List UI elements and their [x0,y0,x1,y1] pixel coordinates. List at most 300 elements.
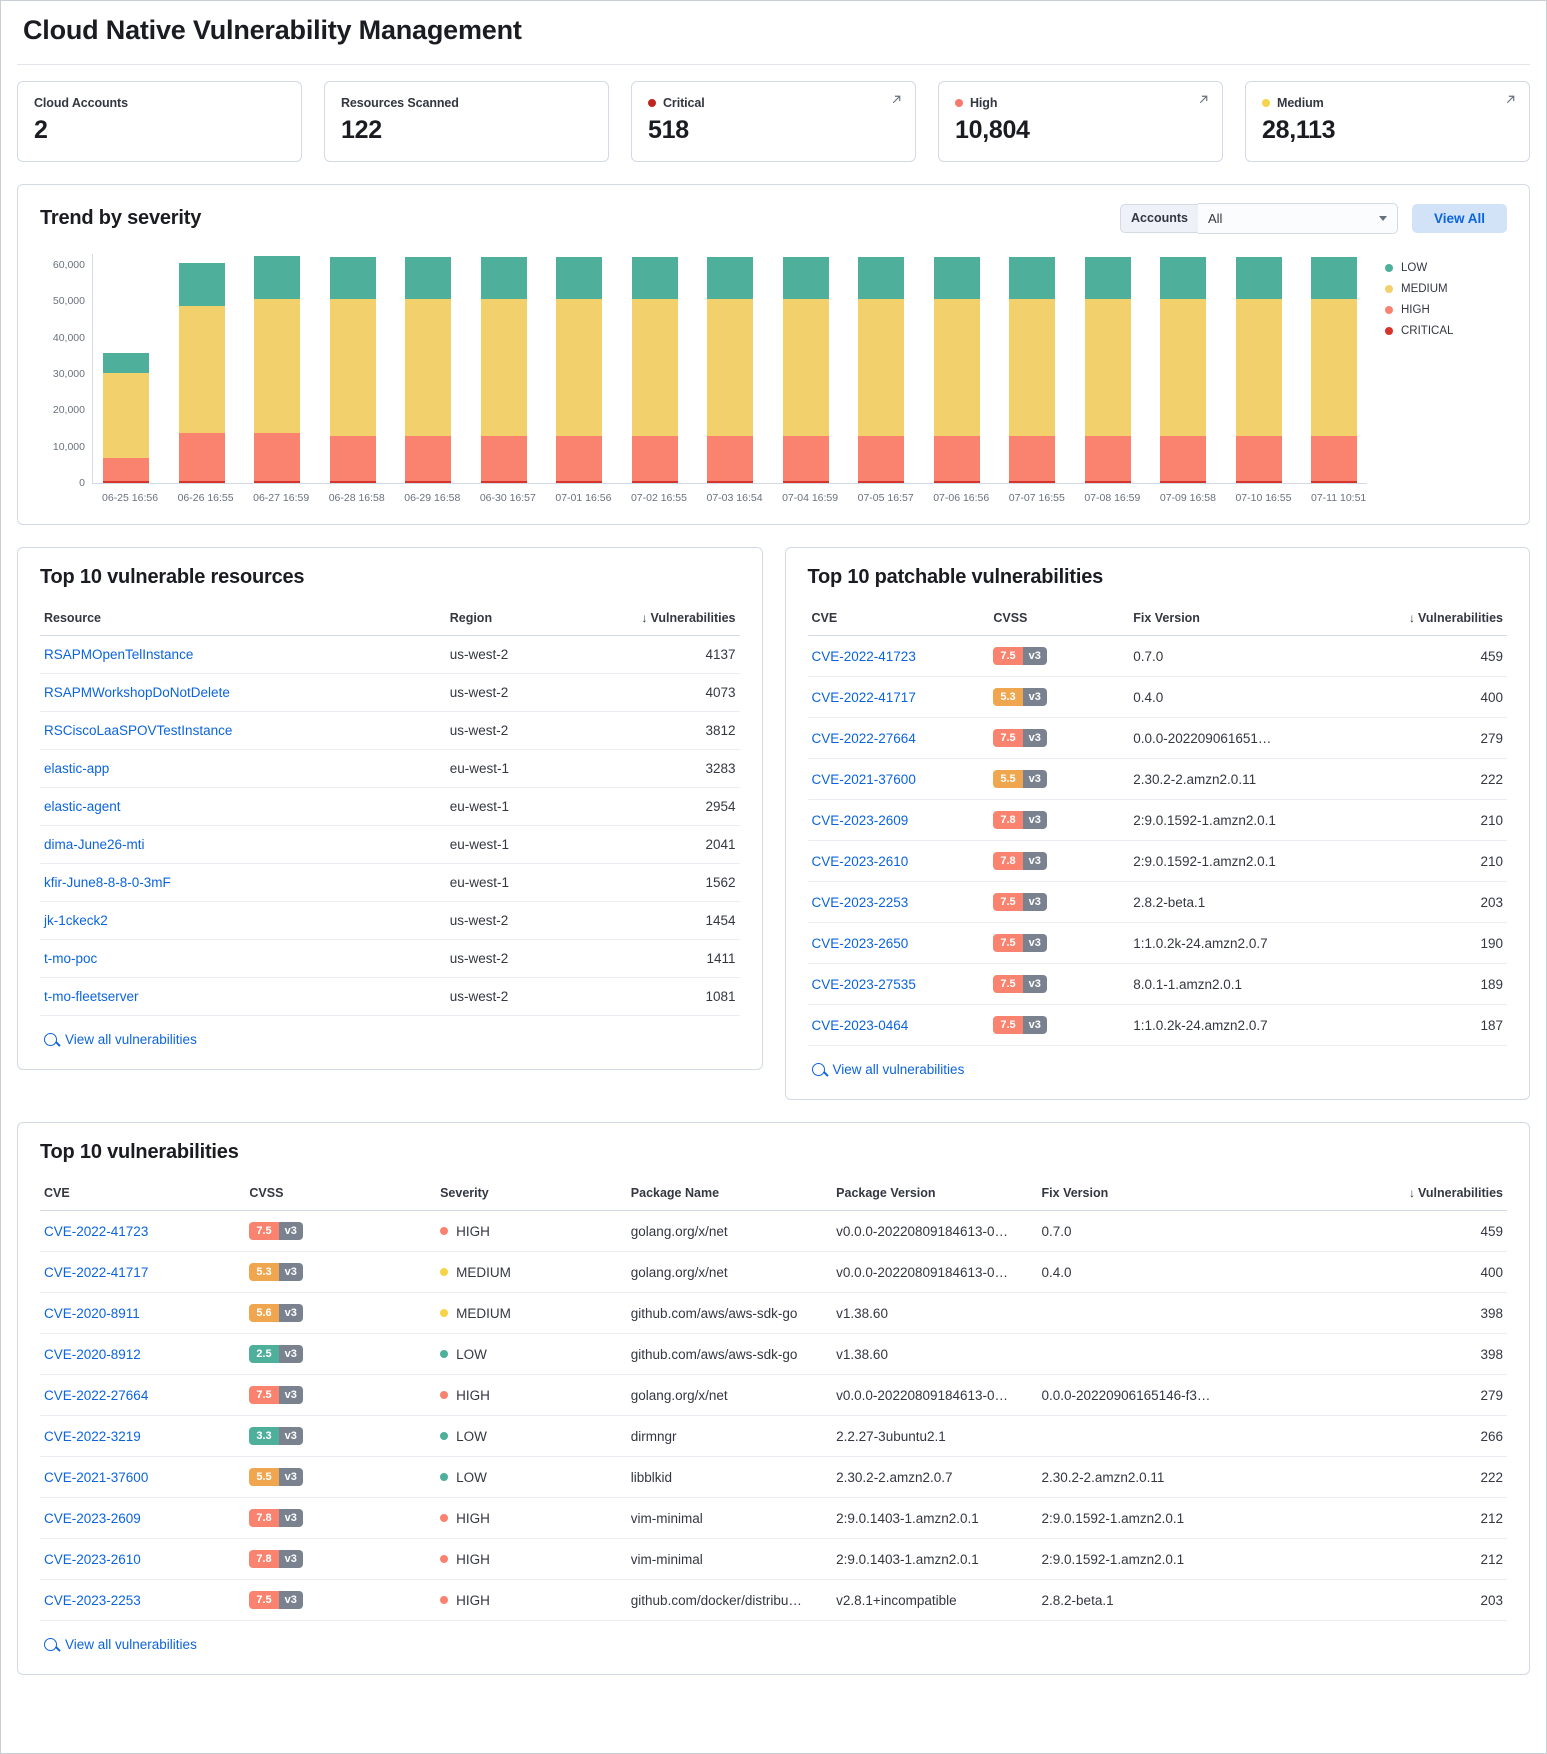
accounts-select[interactable] [1198,203,1398,234]
vulnerabilities-count: 4137 [600,636,740,674]
cvss-score-badge: 7.5 [249,1591,278,1609]
cvss-cell [989,841,1129,882]
severity-cell [436,1375,627,1416]
chart-bar[interactable] [1160,254,1206,483]
table-row [40,712,740,750]
chart-x-axis-label: 06-30 16:57 [479,492,536,504]
table-row [40,788,740,826]
stat-card-label-text: Cloud Accounts [34,96,128,110]
fix-version-value: 2.8.2-beta.1 [1038,1580,1302,1621]
cvss-score-badge: 7.5 [993,1016,1022,1034]
table-row [40,750,740,788]
chart-bar-segment-high [330,436,376,481]
legend-item[interactable] [1385,304,1507,316]
table-row [40,1539,1507,1580]
cvss-cell [245,1580,436,1621]
cvss-badge [993,647,1047,665]
trend-panel-title: Trend by severity [40,207,202,229]
legend-color-icon [1385,285,1393,293]
chart-bar-segment-critical [1236,481,1282,483]
package-version-value: 2:9.0.1403-1.amzn2.0.1 [832,1539,1037,1580]
top-resources-table-wrap [40,601,740,1016]
chart-bar-segment-critical [858,481,904,483]
resource-link[interactable]: jk-1ckeck2 [40,902,446,940]
sort-descending-icon: ↓ [641,611,648,625]
top-resources-view-all-label: View all vulnerabilities [65,1032,197,1047]
package-version-value: 2.30.2-2.amzn2.0.7 [832,1457,1037,1498]
cve-link[interactable]: CVE-2022-41717 [40,1252,245,1293]
cvss-cell [245,1416,436,1457]
resource-link[interactable]: RSCiscoLaaSPOVTestInstance [40,712,446,750]
cvss-badge [249,1345,303,1363]
chart-x-axis-label: 07-02 16:55 [630,492,687,504]
cvss-cell [989,923,1129,964]
resource-link[interactable]: kfir-June8-8-8-0-3mF [40,864,446,902]
vulnerabilities-count: 459 [1360,636,1507,677]
severity-cell [436,1252,627,1293]
severity-dot-icon [440,1391,448,1399]
stat-card-value: 518 [648,116,689,144]
table-row [808,1005,1508,1046]
severity-dot-icon [440,1514,448,1522]
region-value: eu-west-1 [446,864,600,902]
vulnerabilities-count: 4073 [600,674,740,712]
chart-bar-segment-low [481,257,527,300]
legend-item-label: HIGH [1401,304,1430,316]
region-value: eu-west-1 [446,826,600,864]
cve-link[interactable]: CVE-2021-37600 [808,759,990,800]
column-header-resource[interactable]: Resource [40,601,446,636]
cve-link[interactable]: CVE-2021-37600 [40,1457,245,1498]
stat-card-label [341,96,592,110]
page-title: Cloud Native Vulnerability Management [23,15,522,45]
region-value: us-west-2 [446,636,600,674]
cve-link[interactable]: CVE-2022-27664 [40,1375,245,1416]
chart-bar-segment-low [1085,257,1131,300]
chart-bar-segment-high [405,436,451,481]
chart-bar[interactable] [707,254,753,483]
vulnerabilities-count: 190 [1360,923,1507,964]
chart-bar-segment-medium [707,299,753,436]
cvss-badge [249,1509,303,1527]
trend-chart [40,254,1367,504]
cvss-score-badge: 5.3 [993,688,1022,706]
view-all-button[interactable]: View All [1412,204,1507,234]
package-version-value: 2:9.0.1403-1.amzn2.0.1 [832,1498,1037,1539]
cvss-version-badge: v3 [1023,729,1047,747]
cvss-score-badge: 5.5 [249,1468,278,1486]
cve-link[interactable]: CVE-2023-2610 [40,1539,245,1580]
trend-panel-header [40,203,1507,234]
legend-item[interactable] [1385,262,1507,274]
cve-link[interactable]: CVE-2022-41723 [40,1211,245,1252]
cvss-badge [249,1222,303,1240]
cvss-cell [989,718,1129,759]
fix-version-value [1038,1293,1302,1334]
severity-dot-icon [440,1309,448,1317]
cvss-cell [245,1457,436,1498]
fix-version-value: 2:9.0.1592-1.amzn2.0.1 [1129,800,1360,841]
stat-card-value: 28,113 [1262,116,1336,144]
fix-version-value: 2:9.0.1592-1.amzn2.0.1 [1038,1539,1302,1580]
trend-panel-controls [1120,203,1507,234]
cvss-cell [989,800,1129,841]
chart-bar-segment-critical [330,481,376,483]
chart-y-axis-label: 30,000 [52,367,85,380]
fix-version-value: 1:1.0.2k-24.amzn2.0.7 [1129,1005,1360,1046]
vulnerabilities-count: 203 [1360,882,1507,923]
chart-x-axis-label: 07-08 16:59 [1084,492,1141,504]
table-row [808,800,1508,841]
stat-card[interactable] [324,81,609,162]
sort-descending-icon: ↓ [1409,611,1416,625]
chart-bar[interactable] [481,254,527,483]
vulnerabilities-count: 203 [1302,1580,1507,1621]
external-link-icon[interactable] [1197,93,1210,106]
chart-bar-segment-low [1009,257,1055,300]
external-link-icon[interactable] [1504,93,1517,106]
legend-item-label: MEDIUM [1401,283,1448,295]
summary-stats-row [17,81,1530,162]
cve-link[interactable]: CVE-2020-8912 [40,1334,245,1375]
accounts-select-value: All [1207,211,1223,226]
table-row [808,759,1508,800]
chart-bar[interactable] [934,254,980,483]
chart-bar-segment-low [1160,257,1206,300]
top-patchable-view-all-link[interactable] [808,1046,1508,1079]
vulnerabilities-count: 459 [1302,1211,1507,1252]
column-header-cve[interactable]: CVE [808,601,990,636]
vulnerabilities-count: 187 [1360,1005,1507,1046]
column-header-vulnerabilities[interactable] [1302,1176,1507,1211]
cve-link[interactable]: CVE-2023-2610 [808,841,990,882]
cvss-version-badge: v3 [279,1386,303,1404]
chart-bar-segment-critical [481,481,527,483]
resource-link[interactable]: dima-June26-mti [40,826,446,864]
top-vulnerabilities-view-all-link[interactable] [40,1621,1507,1654]
cvss-cell [989,677,1129,718]
cvss-badge [249,1468,303,1486]
fix-version-value: 2.8.2-beta.1 [1129,882,1360,923]
table-header-row [808,601,1508,636]
resource-link[interactable]: elastic-app [40,750,446,788]
package-name-value: vim-minimal [627,1539,832,1580]
table-row [40,674,740,712]
chart-bar-segment-high [254,433,300,481]
column-header-vulnerabilities[interactable] [600,601,740,636]
chart-bar[interactable] [103,254,149,483]
severity-dot-icon [440,1432,448,1440]
chart-bar[interactable] [556,254,602,483]
cvss-version-badge: v3 [1023,975,1047,993]
accounts-filter[interactable] [1120,203,1398,234]
fix-version-value: 2:9.0.1592-1.amzn2.0.1 [1038,1498,1302,1539]
legend-color-icon [1385,327,1393,335]
table-row [808,882,1508,923]
cvss-version-badge: v3 [279,1591,303,1609]
fix-version-value [1038,1334,1302,1375]
severity-dot-icon [440,1473,448,1481]
cvss-score-badge: 2.5 [249,1345,278,1363]
vulnerabilities-count: 212 [1302,1498,1507,1539]
cve-link[interactable]: CVE-2023-2609 [40,1498,245,1539]
package-name-value: vim-minimal [627,1498,832,1539]
severity-dot-icon [648,99,656,107]
cvss-score-badge: 7.5 [249,1222,278,1240]
chart-bar[interactable] [1009,254,1055,483]
legend-item[interactable] [1385,325,1507,337]
chart-bar-segment-critical [1085,481,1131,483]
search-icon [44,1638,57,1651]
table-row [40,1334,1507,1375]
cve-link[interactable]: CVE-2022-41717 [808,677,990,718]
fix-version-value: 0.0.0-202209061651… [1129,718,1360,759]
chart-bar-segment-critical [1009,481,1055,483]
chart-x-axis-label: 06-28 16:58 [328,492,385,504]
accounts-filter-label: Accounts [1120,204,1198,233]
chart-bar[interactable] [179,254,225,483]
chart-bar-segment-low [934,257,980,300]
cve-link[interactable]: CVE-2023-2650 [808,923,990,964]
column-header-region[interactable]: Region [446,601,600,636]
chart-x-axis-labels [92,484,1367,504]
vulnerabilities-count: 266 [1302,1416,1507,1457]
cvss-score-badge: 7.5 [249,1386,278,1404]
severity-label: LOW [456,1346,487,1362]
cvss-badge [993,811,1047,829]
severity-cell [436,1334,627,1375]
vulnerabilities-count: 2041 [600,826,740,864]
cvss-score-badge: 7.5 [993,934,1022,952]
column-header-fix-version[interactable]: Fix Version [1038,1176,1302,1211]
package-name-value: github.com/docker/distribu… [627,1580,832,1621]
chart-bar-segment-critical [405,481,451,483]
cve-link[interactable]: CVE-2022-3219 [40,1416,245,1457]
fix-version-value: 0.4.0 [1129,677,1360,718]
cvss-badge [249,1386,303,1404]
chart-bar-segment-high [481,436,527,481]
column-header-vulnerabilities-label: Vulnerabilities [1418,1186,1503,1200]
external-link-icon[interactable] [890,93,903,106]
cvss-score-badge: 7.5 [993,729,1022,747]
chart-bar[interactable] [1311,254,1357,483]
resource-link[interactable]: t-mo-fleetserver [40,978,446,1016]
stat-card[interactable] [938,81,1223,162]
column-header-vulnerabilities[interactable] [1360,601,1507,636]
severity-cell [436,1211,627,1252]
cvss-score-badge: 7.8 [993,811,1022,829]
top-vulnerabilities-table [40,1176,1507,1621]
chart-legend [1367,254,1507,504]
vulnerabilities-count: 279 [1302,1375,1507,1416]
cvss-cell [989,759,1129,800]
cvss-version-badge: v3 [1023,852,1047,870]
vulnerabilities-count: 400 [1302,1252,1507,1293]
chart-bar-segment-high [103,458,149,481]
chart-bar-segment-high [632,436,678,481]
vulnerabilities-count: 3283 [600,750,740,788]
chart-x-axis-label: 06-29 16:58 [404,492,461,504]
top-vulnerabilities-panel [17,1122,1530,1675]
stat-card[interactable] [631,81,916,162]
resource-link[interactable]: RSAPMOpenTelInstance [40,636,446,674]
cvss-score-badge: 7.5 [993,975,1022,993]
chart-bar-segment-critical [1311,481,1357,483]
chart-bar-segment-medium [783,299,829,436]
package-version-value: v0.0.0-20220809184613-0… [832,1211,1037,1252]
cve-link[interactable]: CVE-2023-2253 [40,1580,245,1621]
region-value: us-west-2 [446,712,600,750]
chart-bar[interactable] [783,254,829,483]
stat-card-value: 2 [34,116,48,144]
cve-link[interactable]: CVE-2023-27535 [808,964,990,1005]
package-name-value: dirmngr [627,1416,832,1457]
chart-bar[interactable] [858,254,904,483]
top-vulnerabilities-title: Top 10 vulnerabilities [40,1141,239,1163]
chart-bar-segment-medium [179,306,225,433]
chart-bar-segment-low [405,257,451,300]
region-value: us-west-2 [446,978,600,1016]
cve-link[interactable]: CVE-2022-27664 [808,718,990,759]
column-header-severity[interactable]: Severity [436,1176,627,1211]
cvss-version-badge: v3 [1023,1016,1047,1034]
package-name-value: libblkid [627,1457,832,1498]
chart-bar-segment-low [1311,257,1357,300]
fix-version-value: 0.7.0 [1129,636,1360,677]
cvss-version-badge: v3 [279,1345,303,1363]
cvss-cell [245,1334,436,1375]
cvss-cell [989,636,1129,677]
cve-link[interactable]: CVE-2023-0464 [808,1005,990,1046]
chart-bar[interactable] [1236,254,1282,483]
column-header-package-name[interactable]: Package Name [627,1176,832,1211]
cvss-score-badge: 5.6 [249,1304,278,1322]
chart-bar[interactable] [330,254,376,483]
table-row [40,864,740,902]
chart-bar-segment-low [783,257,829,300]
cvss-cell [989,964,1129,1005]
severity-badge [440,1265,623,1280]
severity-badge [440,1552,623,1567]
chart-bar-segment-critical [254,481,300,483]
severity-badge [440,1511,623,1526]
column-header-cvss[interactable]: CVSS [245,1176,436,1211]
severity-badge [440,1347,623,1362]
severity-badge [440,1429,623,1444]
top-resources-title: Top 10 vulnerable resources [40,566,305,588]
vulnerabilities-count: 3812 [600,712,740,750]
top-patchable-table [808,601,1508,1046]
vulnerabilities-count: 222 [1302,1457,1507,1498]
fix-version-value [1038,1416,1302,1457]
region-value: us-west-2 [446,674,600,712]
table-row [40,1252,1507,1293]
vulnerabilities-count: 1081 [600,978,740,1016]
cvss-score-badge: 7.8 [249,1509,278,1527]
cvss-cell [245,1539,436,1580]
column-header-cve[interactable]: CVE [40,1176,245,1211]
cvss-cell [245,1293,436,1334]
cvss-badge [249,1591,303,1609]
table-row [808,923,1508,964]
sort-descending-icon: ↓ [1409,1186,1416,1200]
chart-bar-segment-high [1160,436,1206,481]
cve-link[interactable]: CVE-2022-41723 [808,636,990,677]
cvss-badge [993,1016,1047,1034]
cvss-score-badge: 7.5 [993,893,1022,911]
package-version-value: 2.2.27-3ubuntu2.1 [832,1416,1037,1457]
chart-bar[interactable] [1085,254,1131,483]
cvss-cell [245,1498,436,1539]
chart-bar-segment-critical [783,481,829,483]
cvss-badge [993,688,1047,706]
cve-link[interactable]: CVE-2023-2253 [808,882,990,923]
top-vulnerable-resources-panel [17,547,763,1070]
cvss-badge [993,934,1047,952]
legend-item[interactable] [1385,283,1507,295]
chart-bar[interactable] [405,254,451,483]
cvss-badge [249,1263,303,1281]
severity-cell [436,1539,627,1580]
cve-link[interactable]: CVE-2023-2609 [808,800,990,841]
chart-bar-segment-medium [934,299,980,436]
cvss-version-badge: v3 [279,1222,303,1240]
stat-card-value: 10,804 [955,116,1030,144]
chart-x-axis-label: 07-06 16:56 [933,492,990,504]
column-header-cvss[interactable]: CVSS [989,601,1129,636]
stat-card[interactable] [1245,81,1530,162]
cvss-cell [989,1005,1129,1046]
chart-bar-segment-high [179,433,225,481]
vulnerabilities-count: 398 [1302,1293,1507,1334]
chart-bar-segment-medium [1160,299,1206,436]
chart-bar-segment-high [707,436,753,481]
cvss-score-badge: 5.3 [249,1263,278,1281]
stat-card[interactable] [17,81,302,162]
table-row [40,1293,1507,1334]
top-patchable-column [785,547,1531,1100]
stat-card-label [1262,96,1513,110]
resource-link[interactable]: t-mo-poc [40,940,446,978]
cve-link[interactable]: CVE-2020-8911 [40,1293,245,1334]
chart-x-axis-label: 07-05 16:57 [857,492,914,504]
chart-bar-segment-medium [1085,299,1131,436]
table-row [808,964,1508,1005]
package-name-value: github.com/aws/aws-sdk-go [627,1334,832,1375]
severity-dot-icon [440,1268,448,1276]
chart-bar-segment-critical [934,481,980,483]
cvss-version-badge: v3 [1023,688,1047,706]
table-row [40,978,740,1016]
table-row [40,1375,1507,1416]
severity-label: HIGH [456,1510,490,1526]
package-version-value: v1.38.60 [832,1293,1037,1334]
cvss-score-badge: 7.8 [249,1550,278,1568]
severity-label: HIGH [456,1387,490,1403]
column-header-package-version[interactable]: Package Version [832,1176,1037,1211]
resource-link[interactable]: elastic-agent [40,788,446,826]
chart-bar-segment-medium [858,299,904,436]
column-header-fix-version[interactable]: Fix Version [1129,601,1360,636]
chart-bar[interactable] [254,254,300,483]
vulnerabilities-count: 2954 [600,788,740,826]
fix-version-value: 0.0.0-20220906165146-f3… [1038,1375,1302,1416]
resource-link[interactable]: RSAPMWorkshopDoNotDelete [40,674,446,712]
stat-card-label-text: High [970,96,998,110]
chart-bar[interactable] [632,254,678,483]
severity-dot-icon [440,1555,448,1563]
top-resources-view-all-link[interactable] [40,1016,740,1049]
